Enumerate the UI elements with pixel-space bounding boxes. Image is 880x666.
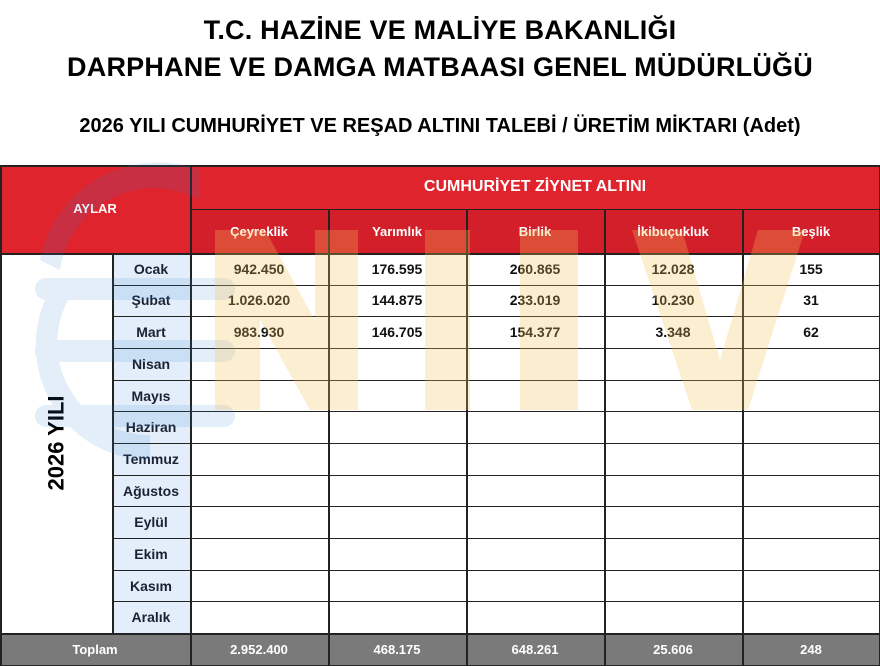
column-header: Yarımlık xyxy=(328,209,466,253)
row-separator xyxy=(112,285,880,286)
month-label: Ekim xyxy=(112,538,190,570)
value-cell: 3.348 xyxy=(655,324,691,341)
column-separator xyxy=(466,209,468,666)
header-bottom-line xyxy=(0,253,880,255)
value-cell xyxy=(604,601,742,633)
value-cell: 942.450 xyxy=(233,260,285,277)
value-cell xyxy=(328,506,466,538)
value-cell xyxy=(328,443,466,475)
value-cell: 233.019 xyxy=(509,292,561,309)
value-cell xyxy=(190,348,328,380)
column-header: Birlik xyxy=(466,209,604,253)
value-cell xyxy=(742,475,880,507)
value-cell xyxy=(604,380,742,412)
value-cell: 176.595 xyxy=(371,260,423,277)
value-cell xyxy=(742,348,880,380)
row-separator xyxy=(112,538,880,539)
column-separator xyxy=(190,165,192,666)
production-table xyxy=(0,165,880,666)
row-separator xyxy=(112,411,880,412)
value-cell: 12.028 xyxy=(651,260,695,277)
table-border-left xyxy=(0,165,2,666)
value-cell: 1.026.020 xyxy=(227,292,291,309)
total-value: 2.952.400 xyxy=(190,633,328,666)
value-cell xyxy=(742,443,880,475)
value-cell: 983.930 xyxy=(233,324,285,341)
value-cell xyxy=(466,506,604,538)
value-cell xyxy=(190,380,328,412)
value-cell xyxy=(466,601,604,633)
value-cell xyxy=(604,348,742,380)
ministry-title: T.C. HAZİNE VE MALİYE BAKANLIĞI xyxy=(203,15,677,45)
value-cell xyxy=(742,538,880,570)
total-top-line xyxy=(0,633,880,635)
month-label: Temmuz xyxy=(112,443,190,475)
group-header: CUMHURİYET ZİYNET ALTINI xyxy=(190,165,880,209)
table-border-top xyxy=(0,165,880,167)
value-cell xyxy=(190,411,328,443)
month-label: Ocak xyxy=(112,253,190,285)
value-cell xyxy=(190,538,328,570)
value-cell xyxy=(604,411,742,443)
value-cell xyxy=(466,443,604,475)
value-cell: 10.230 xyxy=(651,292,695,309)
value-cell xyxy=(328,348,466,380)
value-cell xyxy=(328,570,466,602)
value-cell xyxy=(604,570,742,602)
value-cell xyxy=(328,538,466,570)
row-separator xyxy=(112,316,880,317)
month-label: Aralık xyxy=(112,601,190,633)
total-value: 468.175 xyxy=(328,633,466,666)
total-value: 248 xyxy=(742,633,880,666)
value-cell: 260.865 xyxy=(509,260,561,277)
value-cell: 62 xyxy=(803,324,819,341)
month-label: Haziran xyxy=(112,411,190,443)
value-cell xyxy=(190,506,328,538)
aylar-header: AYLAR xyxy=(0,165,190,253)
month-label: Nisan xyxy=(112,348,190,380)
value-cell xyxy=(466,411,604,443)
month-label: Eylül xyxy=(112,506,190,538)
value-cell xyxy=(742,601,880,633)
column-header: İkibuçukluk xyxy=(604,209,742,253)
column-header: Çeyreklik xyxy=(190,209,328,253)
month-label: Şubat xyxy=(112,285,190,317)
value-cell xyxy=(466,380,604,412)
value-cell xyxy=(328,601,466,633)
value-cell xyxy=(604,475,742,507)
value-cell xyxy=(190,601,328,633)
month-label: Ağustos xyxy=(112,475,190,507)
total-label: Toplam xyxy=(0,633,190,666)
year-label: 2026 YILI xyxy=(43,395,68,491)
month-label: Kasım xyxy=(112,570,190,602)
value-cell xyxy=(466,348,604,380)
column-separator xyxy=(742,209,744,666)
row-separator xyxy=(112,475,880,476)
row-separator xyxy=(112,570,880,571)
column-separator xyxy=(604,209,606,666)
total-value: 25.606 xyxy=(604,633,742,666)
header-divider xyxy=(190,209,880,210)
value-cell xyxy=(742,411,880,443)
value-cell: 144.875 xyxy=(371,292,423,309)
column-separator xyxy=(328,209,330,666)
value-cell: 31 xyxy=(803,292,819,309)
value-cell: 155 xyxy=(799,260,823,277)
directorate-title: DARPHANE VE DAMGA MATBAASI GENEL MÜDÜRLÜĞÜ xyxy=(67,52,813,82)
month-label: Mart xyxy=(112,316,190,348)
value-cell xyxy=(466,538,604,570)
value-cell xyxy=(742,570,880,602)
row-separator xyxy=(112,348,880,349)
value-cell xyxy=(190,443,328,475)
value-cell xyxy=(604,506,742,538)
value-cell: 146.705 xyxy=(371,324,423,341)
value-cell xyxy=(328,475,466,507)
value-cell xyxy=(742,506,880,538)
value-cell xyxy=(328,411,466,443)
value-cell xyxy=(466,570,604,602)
row-separator xyxy=(112,506,880,507)
value-cell xyxy=(328,380,466,412)
month-label: Mayıs xyxy=(112,380,190,412)
value-cell xyxy=(604,443,742,475)
row-separator xyxy=(112,443,880,444)
value-cell xyxy=(742,380,880,412)
report-title: 2026 YILI CUMHURİYET VE REŞAD ALTINI TALEBİ / ÜRETİM MİKTARI (Adet) xyxy=(79,115,801,137)
row-separator xyxy=(112,601,880,602)
year-label-container xyxy=(0,253,112,633)
value-cell xyxy=(190,570,328,602)
value-cell xyxy=(190,475,328,507)
column-header: Beşlik xyxy=(742,209,880,253)
value-cell xyxy=(604,538,742,570)
total-value: 648.261 xyxy=(466,633,604,666)
value-cell: 154.377 xyxy=(509,324,561,341)
value-cell xyxy=(466,475,604,507)
row-separator xyxy=(112,380,880,381)
